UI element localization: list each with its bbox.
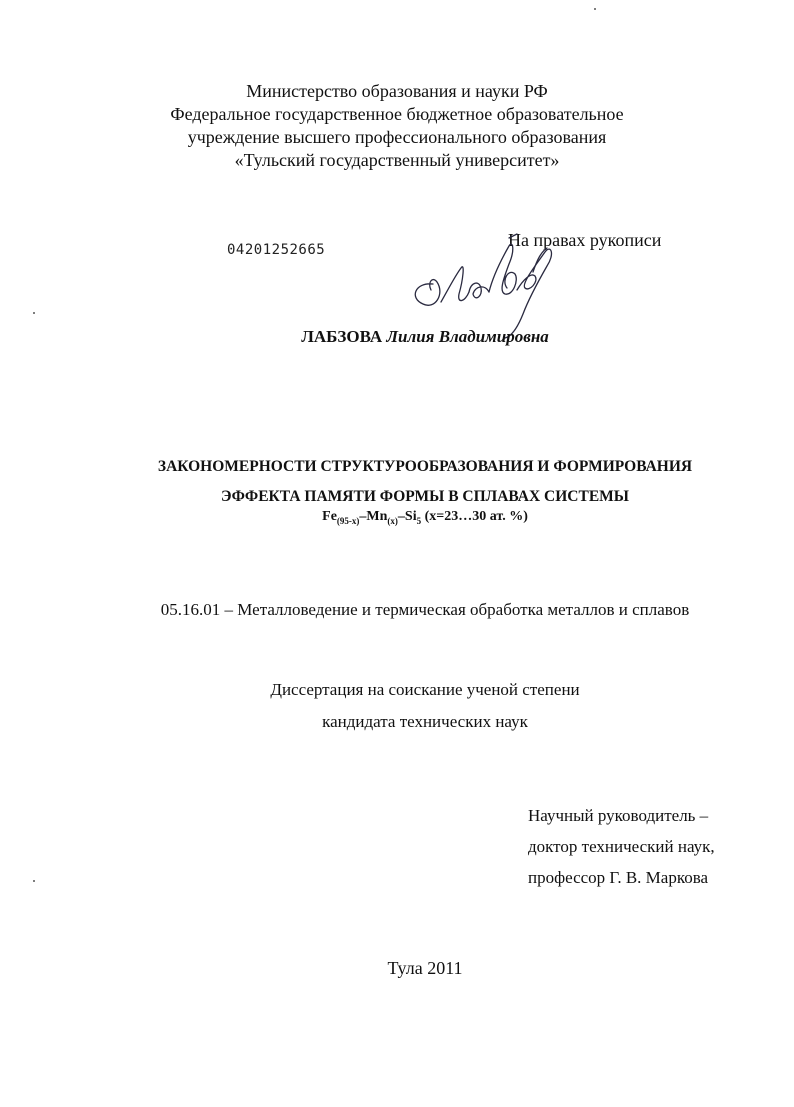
formula-si-sub: 5 <box>416 515 422 526</box>
thesis-title <box>0 452 794 512</box>
thesis-title-line: ЭФФЕКТА ПАМЯТИ ФОРМЫ В СПЛАВАХ СИСТЕМЫ <box>220 488 630 505</box>
city-year: Тула 2011 <box>387 958 463 978</box>
supervisor-name: профессор Г. В. Маркова <box>528 868 709 887</box>
degree-statement <box>0 674 794 738</box>
author-surname: ЛАБЗОВА <box>301 327 383 346</box>
institution-line: Федеральное государственное бюджетное образовательное <box>170 104 624 124</box>
handwritten-signature <box>405 232 575 342</box>
formula-si: –Si <box>397 509 417 524</box>
alloy-formula <box>0 509 794 526</box>
author-name <box>0 327 794 347</box>
supervisor-degree: доктор технический наук, <box>528 837 715 856</box>
degree-line: Диссертация на соискание ученой степени <box>270 680 580 699</box>
degree-line: кандидата технических наук <box>322 712 528 731</box>
registration-code: 04201252665 <box>227 242 326 258</box>
supervisor-label: Научный руководитель – <box>528 806 709 825</box>
scan-speck <box>594 8 596 10</box>
institution-line: учреждение высшего профессионального образования <box>187 127 607 147</box>
formula-range: (x=23…30 ат. %) <box>421 509 528 524</box>
university-name: «Тульский государственный университет» <box>234 150 560 170</box>
scan-speck <box>33 312 35 314</box>
thesis-title-line: ЗАКОНОМЕРНОСТИ СТРУКТУРООБРАЗОВАНИЯ И ФОРМИРОВАНИЯ <box>157 458 693 475</box>
ministry-header <box>0 80 794 172</box>
specialty-code: 05.16.01 – Металловедение и термическая обработка металлов и сплавов <box>160 600 690 619</box>
formula-mn-sub: (x) <box>387 515 398 526</box>
rights-note: На правах рукописи <box>508 230 662 250</box>
ministry-line: Министерство образования и науки РФ <box>246 81 548 101</box>
formula-fe: Fe <box>322 509 337 524</box>
author-given-names: Лилия Владимировна <box>386 327 549 346</box>
formula-mn: –Mn <box>359 509 388 524</box>
supervisor-block <box>528 800 715 893</box>
formula-fe-sub: (95-x) <box>336 515 360 526</box>
scan-speck <box>33 880 35 882</box>
